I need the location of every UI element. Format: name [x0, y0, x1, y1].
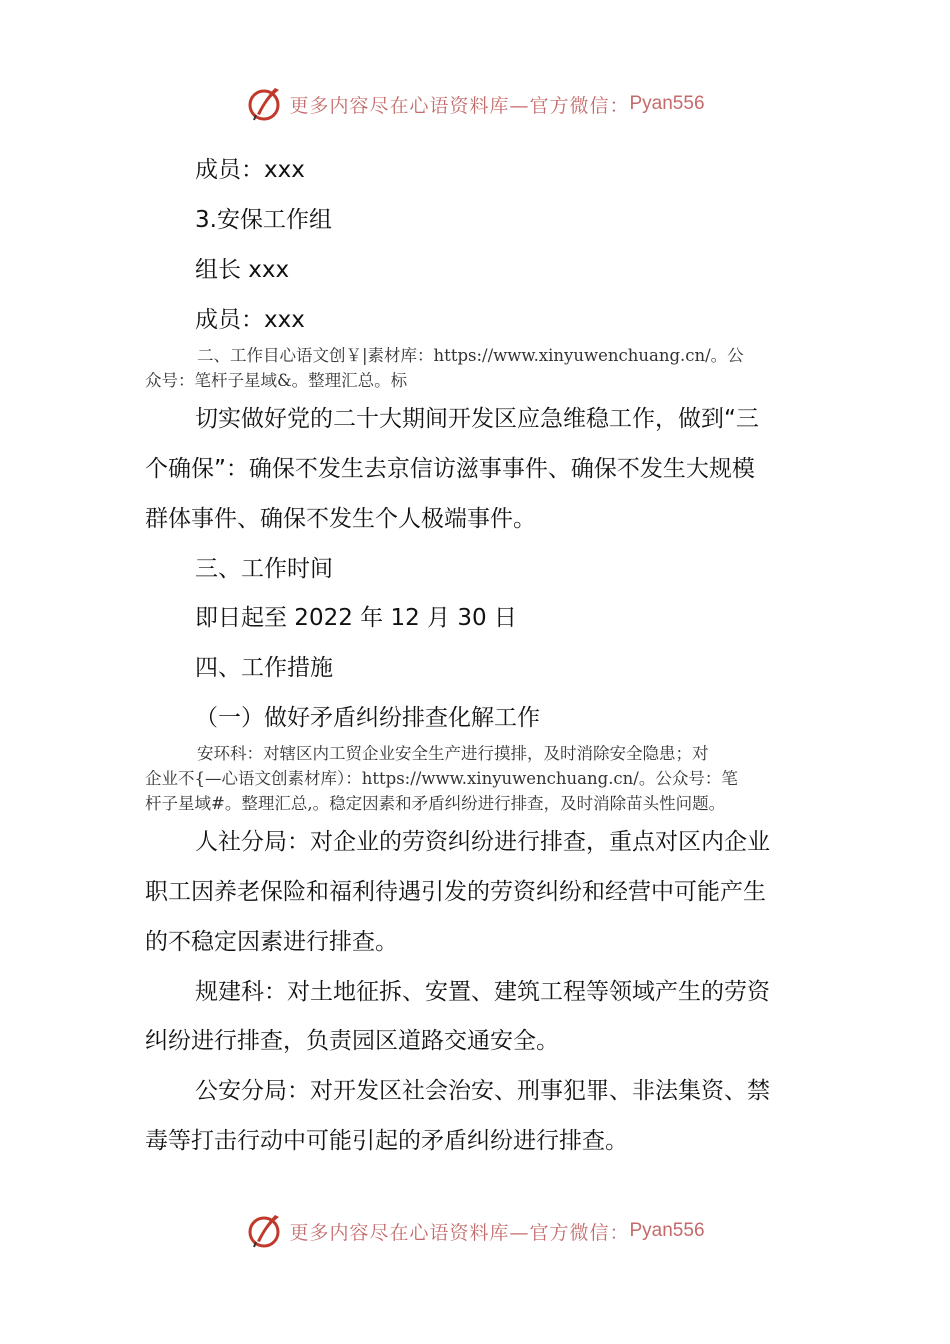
text-line: 纠纷进行排查，负责园区道路交通安全。 [145, 1028, 559, 1054]
quill-logo-icon [245, 84, 285, 124]
text-line: 即日起至 2022 年 12 月 30 日 [195, 605, 517, 631]
text-line: 切实做好党的二十大期间开发区应急维稳工作，做到“三 [195, 406, 759, 432]
banner-text: 更多内容尽在心语资料库—官方微信： [289, 1221, 630, 1244]
text-line: 毒等打击行动中可能引起的矛盾纠纷进行排查。 [145, 1128, 628, 1154]
text-line: 3.安保工作组 [195, 207, 332, 233]
banner-wechat-id: Pyan556 [629, 93, 705, 114]
text-line: 规建科：对土地征拆、安置、建筑工程等领域产生的劳资 [195, 979, 770, 1005]
footer-banner [0, 1209, 950, 1253]
quill-logo-icon [245, 1211, 285, 1251]
text-line: 成员：xxx [195, 157, 305, 183]
watermark-text-line: 杆子星域#。整理汇总,。稳定因素和矛盾纠纷进行排查，及时消除苗头性问题。 [145, 794, 726, 813]
banner-wechat-id: Pyan556 [629, 1220, 705, 1241]
text-line: 公安分局：对开发区社会治安、刑事犯罪、非法集资、禁 [195, 1078, 770, 1104]
watermark-text-line: 二、工作目心语文创￥|素材库：https://www.xinyuwenchuang.cn/。公 [197, 346, 744, 365]
text-line: 职工因养老保险和福利待遇引发的劳资纠纷和经营中可能产生 [145, 879, 766, 905]
text-line: 群体事件、确保不发生个人极端事件。 [145, 506, 536, 532]
watermark-text-line: 众号：笔杆子星域&。整理汇总。标 [145, 371, 408, 390]
header-banner [0, 82, 950, 126]
section-heading: 三、工作时间 [195, 556, 333, 582]
watermark-text-line: 企业不{—心语文创素材库）：https://www.xinyuwenchuang.cn/。公众号：笔 [145, 769, 738, 788]
subsection-heading: （一）做好矛盾纠纷排查化解工作 [195, 705, 540, 731]
text-line: 个确保”：确保不发生去京信访滋事事件、确保不发生大规模 [145, 456, 755, 482]
text-line: 成员：xxx [195, 307, 305, 333]
section-heading: 四、工作措施 [195, 655, 333, 681]
banner-text: 更多内容尽在心语资料库—官方微信： [289, 94, 630, 117]
text-line: 组长 xxx [195, 257, 290, 283]
text-line: 人社分局：对企业的劳资纠纷进行排查，重点对区内企业 [195, 829, 770, 855]
watermark-text-line: 安环科：对辖区内工贸企业安全生产进行摸排，及时消除安全隐患；对 [197, 744, 709, 763]
text-line: 的不稳定因素进行排查。 [145, 929, 398, 955]
